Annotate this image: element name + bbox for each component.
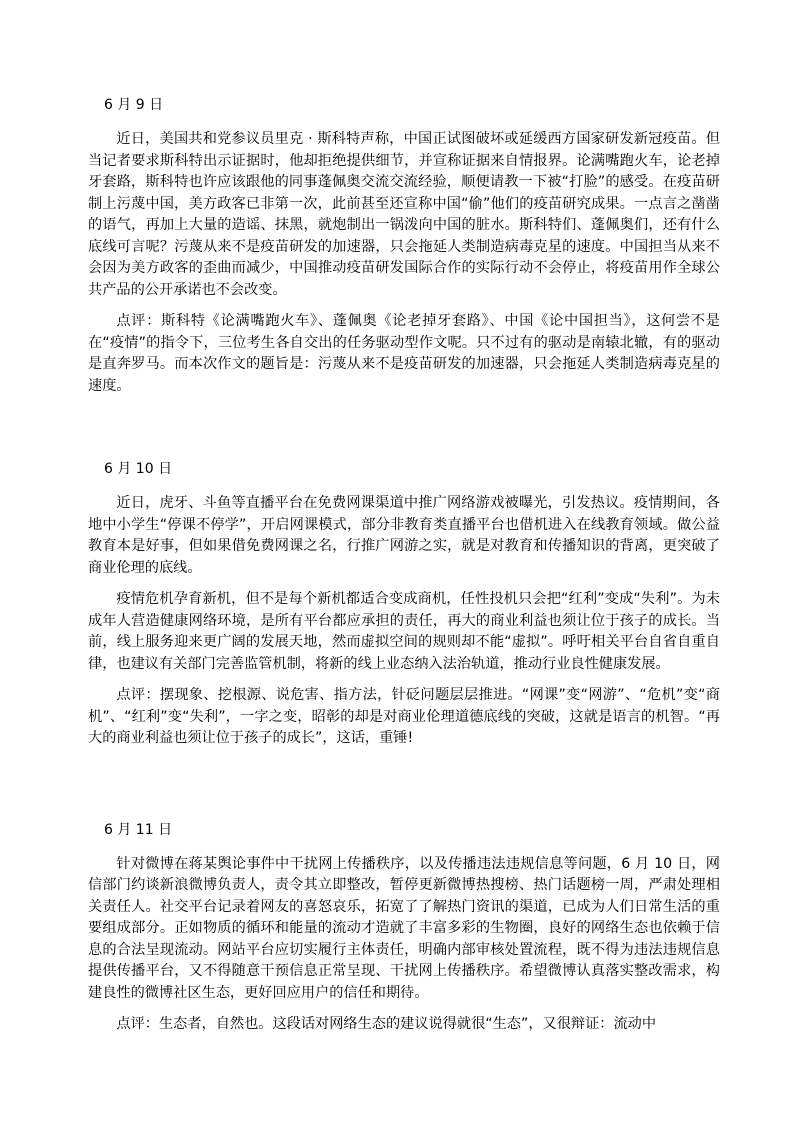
entry-paragraph: 疫情危机孕育新机，但不是每个新机都适合变成商机，任性投机只会把“红利”变成“失利”。为未成年人营造健康网络环境，是所有平台都应承担的责任，再大的商业利益也须让位于孩子的成长。当前，线上服务迎来更广阔的发展天地，然而虚拟空间的规则却不能“虚拟”。呼吁相关平台自省自重自律，也建议有关部门完善监管机制，将新的线上业态纳入法治轨道，推动行业良性健康发展。	[88, 591, 720, 672]
entry-june-9	[88, 95, 720, 397]
entry-paragraph: 针对微博在蒋某舆论事件中干扰网上传播秩序，以及传播违法违规信息等问题，6 月 10 日，网信部门约谈新浪微博负责人，责令其立即整改，暂停更新微博热搜榜、热门话题榜一周，严肃处理相关责任人。社交平台记录着网友的喜怒哀乐，拓宽了了解热门资讯的渠道，已成为人们日常生活的重要组成部分。正如物质的循环和能量的流动才造就了丰富多彩的生物圈，良好的网络生态也依赖于信息的合法呈现流动。网站平台应切实履行主体责任，明确内部审核处置流程，既不得为违法违规信息提供传播平台，又不得随意干预信息正常呈现、干扰网上传播秩序。希望微博认真落实整改需求，构建良性的微博社区生态，更好回应用户的信任和期待。	[88, 855, 720, 1001]
section-spacer	[88, 407, 720, 459]
document-page	[88, 95, 720, 1046]
entry-june-11	[88, 820, 720, 1036]
section-spacer	[88, 760, 720, 820]
entry-paragraph: 近日，虎牙、斗鱼等直播平台在免费网课渠道中推广网络游戏被曝光，引发热议。疫情期间，各地中小学生“停课不停学”，开启网课模式，部分非教育类直播平台也借机进入在线教育领域。做公益教育本是好事，但如果借免费网课之名，行推广网游之实，就是对教育和传播知识的背离，更突破了商业伦理的底线。	[88, 495, 720, 576]
entry-date: 6 月 11 日	[104, 821, 173, 838]
commentary-paragraph: 点评：摆现象、挖根源、说危害、指方法，针砭问题层层推进。“网课”变“网游”、“危机”变“商机”、“红利”变“失利”，一字之变，昭彰的却是对商业伦理道德底线的突破，这就是语言的机智。“再大的商业利益也须让位于孩子的成长”，这话，重锤!	[88, 687, 720, 746]
commentary-paragraph: 点评：生态者，自然也。这段话对网络生态的建议说得就很“生态”，又很辩证：流动中	[116, 1016, 657, 1032]
commentary-paragraph: 点评：斯科特《论满嘴跑火车》、蓬佩奥《论老掉牙套路》、中国《论中国担当》，这何尝不是在“疫情”的指令下，三位考生各自交出的任务驱动型作文呢。只不过有的驱动是南辕北辙，有的驱动是直奔罗马。而本次作文的题旨是：污蔑从来不是疫苗研发的加速器，只会拖延人类制造病毒克星的速度。	[88, 313, 720, 394]
entry-date: 6 月 9 日	[104, 97, 164, 113]
entry-paragraph: 近日，美国共和党参议员里克 · 斯科特声称，中国正试图破坏或延缓西方国家研发新冠疫苗。但当记者要求斯科特出示证据时，他却拒绝提供细节，并宣称证据来自情报界。论满嘴跑火车，论老掉牙套路，斯科特也许应该跟他的同事蓬佩奥交流交流经验，顺便请教一下被“打脸”的感受。在疫苗研制上污蔑中国，美方政客已非第一次，此前甚至还宣称中国“偷”他们的疫苗研究成果。一点言之凿凿的语气，再加上大量的造谣、抹黑，就炮制出一锅泼向中国的脏水。斯科特们、蓬佩奥们，还有什么底线可言呢？污蔑从来不是疫苗研发的加速器，只会拖延人类制造病毒克星的速度。中国担当从来不会因为美方政客的歪曲而减少，中国推动疫苗研发国际合作的实际行动不会停止，将疫苗用作全球公共产品的公开承诺也不会改变。	[88, 131, 720, 298]
entry-date: 6 月 10 日	[104, 461, 173, 477]
entry-june-10	[88, 459, 720, 750]
